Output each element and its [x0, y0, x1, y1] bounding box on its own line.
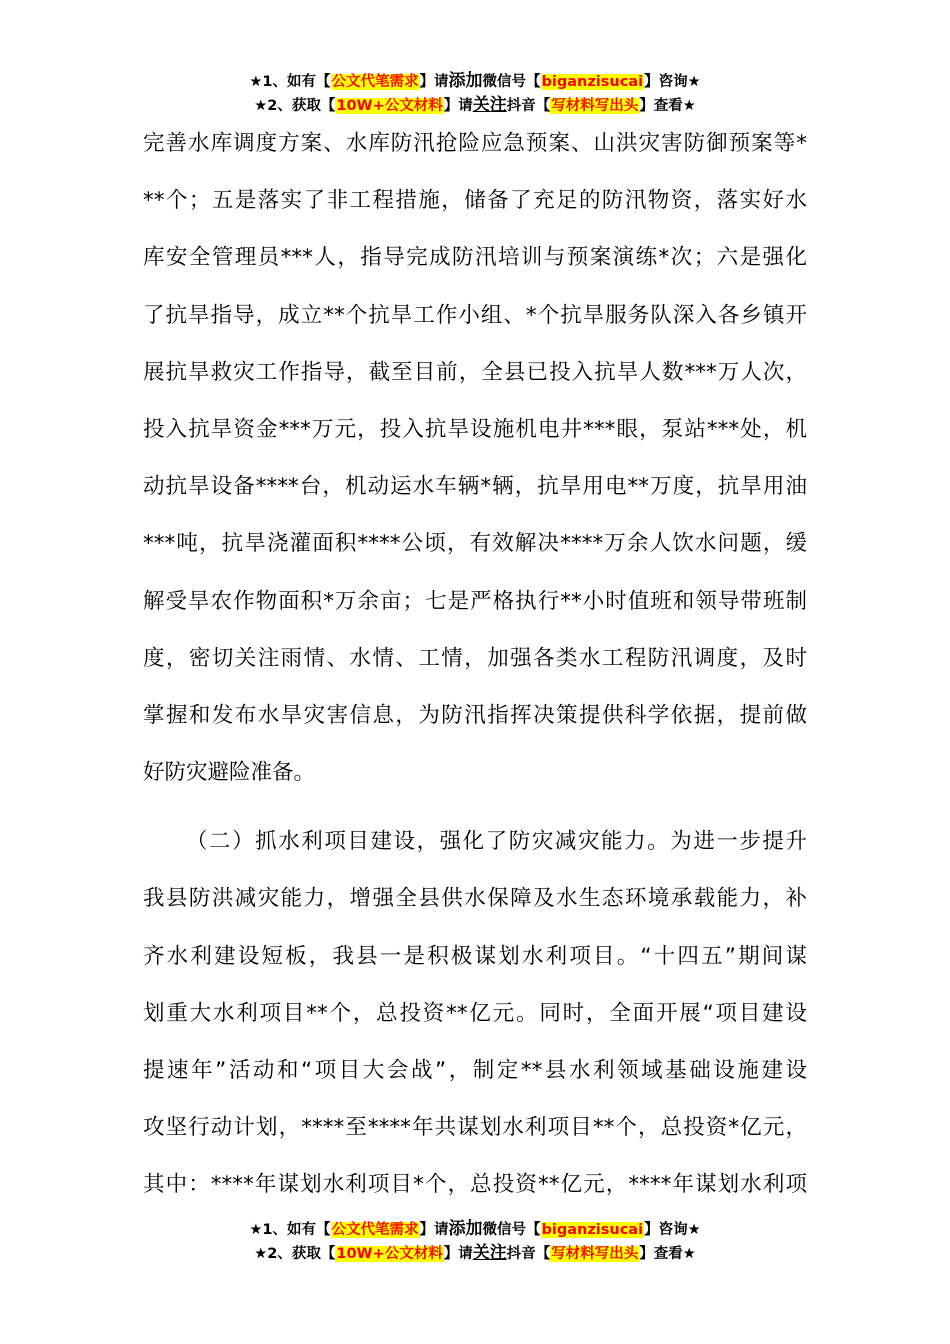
- banner-text: ★1、如有【: [249, 1222, 331, 1238]
- paragraph-2-line: 攻坚行动计划，****至****年共谋划水利项目**个，总投资*亿元，: [143, 1115, 807, 1141]
- paragraph-gap: [143, 811, 807, 823]
- banner-text: 抖音【: [506, 1246, 551, 1262]
- banner-emphasis: 关注: [472, 1243, 507, 1263]
- banner-highlight: 公文代笔需求: [331, 1222, 419, 1238]
- banner-text: 】查看★: [639, 98, 696, 114]
- banner-emphasis: 添加: [448, 71, 483, 91]
- banner-text: 】请: [443, 98, 473, 114]
- banner-line-2: [0, 1242, 950, 1266]
- banner-text: 抖音【: [506, 98, 551, 114]
- paragraph-2-first-line: （二）抓水利项目建设，强化了防灾减灾能力。为进一步提升: [186, 829, 807, 855]
- paragraph-1-line: 展抗旱救灾工作指导，截至目前，全县已投入抗旱人数***万人次，: [143, 359, 807, 385]
- banner-line-1: [0, 1218, 950, 1242]
- paragraph-1-last-line: 好防灾避险准备。: [143, 760, 316, 786]
- banner-highlight: 10W+公文材料: [336, 98, 443, 114]
- paragraph-1-line: 动抗旱设备****台，机动运水车辆*辆，抗旱用电**万度，抗旱用油: [143, 474, 807, 500]
- banner-text: 】请: [419, 1222, 449, 1238]
- banner-text: ★1、如有【: [249, 74, 331, 90]
- banner-line-2: [0, 94, 950, 118]
- banner-text: 微信号【: [482, 1222, 541, 1238]
- paragraph-2-line: 其中：****年谋划水利项目*个，总投资**亿元，****年谋划水利项: [143, 1172, 807, 1198]
- banner-text: 微信号【: [482, 74, 541, 90]
- banner-text: 】咨询★: [644, 1222, 701, 1238]
- paragraph-2-line: 齐水利建设短板，我县一是积极谋划水利项目。“十四五”期间谋: [143, 943, 807, 969]
- footer-banner: [0, 1218, 950, 1266]
- banner-text: 】咨询★: [644, 74, 701, 90]
- paragraph-1-line: **个；五是落实了非工程措施，储备了充足的防汛物资，落实好水: [143, 188, 807, 214]
- paragraph-1-line: 库安全管理员***人，指导完成防汛培训与预案演练*次；六是强化: [143, 245, 807, 271]
- paragraph-1-line: 完善水库调度方案、水库防汛抢险应急预案、山洪灾害防御预案等*: [143, 131, 807, 156]
- banner-highlight: 公文代笔需求: [331, 74, 419, 90]
- paragraph-1-line: 投入抗旱资金***万元，投入抗旱设施机电井***眼，泵站***处，机: [143, 416, 807, 442]
- paragraph-1-line: ***吨，抗旱浇灌面积****公顷，有效解决****万余人饮水问题，缓: [143, 531, 807, 557]
- header-banner: [0, 70, 950, 118]
- banner-highlight-wechat: biganzisucai: [541, 1222, 644, 1238]
- banner-highlight-douyin: 写材料写出头: [551, 1246, 639, 1262]
- banner-line-1: [0, 70, 950, 94]
- banner-text: 】查看★: [639, 1246, 696, 1262]
- paragraph-2-line: 划重大水利项目**个，总投资**亿元。同时，全面开展“项目建设: [143, 1000, 807, 1026]
- banner-highlight-douyin: 写材料写出头: [551, 98, 639, 114]
- banner-highlight-wechat: biganzisucai: [541, 74, 644, 90]
- banner-text: ★2、获取【: [254, 98, 336, 114]
- paragraph-1-line: 了抗旱指导，成立**个抗旱工作小组、*个抗旱服务队深入各乡镇开: [143, 302, 807, 328]
- paragraph-1-line: 度，密切关注雨情、水情、工情，加强各类水工程防汛调度，及时: [143, 645, 807, 671]
- document-body: [143, 125, 807, 1224]
- paragraph-2-line: 提速年”活动和“项目大会战”，制定**县水利领域基础设施建设: [143, 1058, 807, 1083]
- paragraph-1-line: 掌握和发布水旱灾害信息，为防汛指挥决策提供科学依据，提前做: [143, 702, 807, 728]
- banner-text: 】请: [443, 1246, 473, 1262]
- banner-text: 】请: [419, 74, 449, 90]
- paragraph-2-line: 我县防洪减灾能力，增强全县供水保障及水生态环境承载能力，补: [143, 886, 807, 912]
- banner-emphasis: 关注: [472, 95, 507, 115]
- banner-text: ★2、获取【: [254, 1246, 336, 1262]
- paragraph-1-line: 解受旱农作物面积*万余亩；七是严格执行**小时值班和领导带班制: [143, 588, 807, 614]
- banner-emphasis: 添加: [448, 1219, 483, 1239]
- banner-highlight: 10W+公文材料: [336, 1246, 443, 1262]
